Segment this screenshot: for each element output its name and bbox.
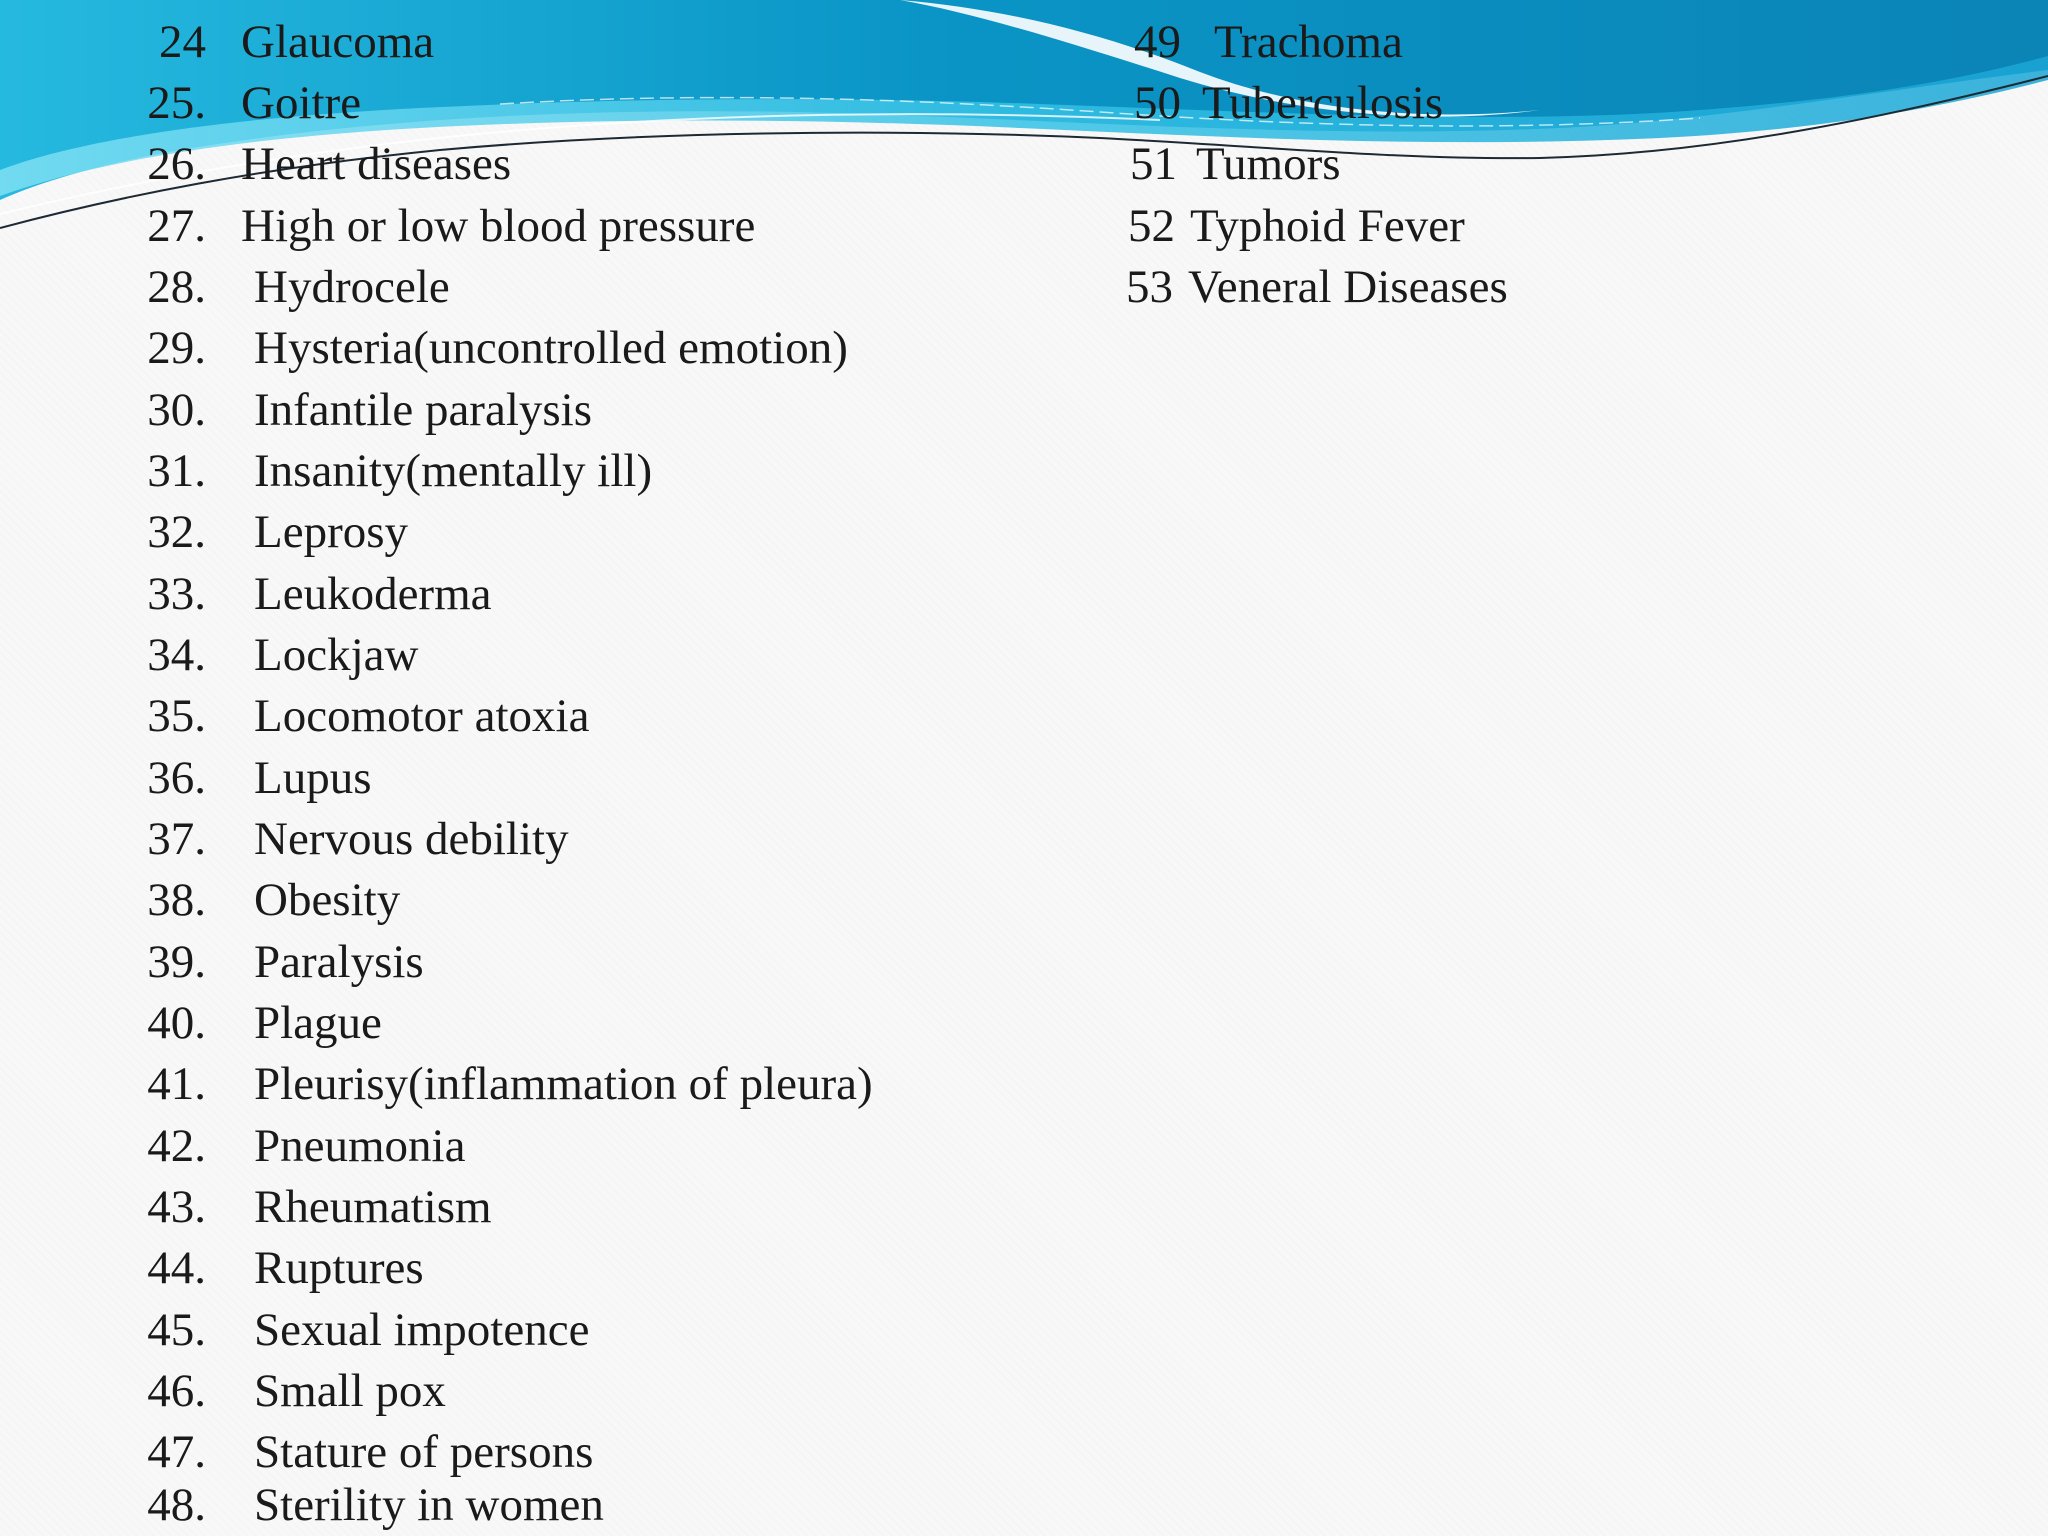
list-item-number: 43. <box>147 1181 206 1233</box>
list-item-number: 48. <box>147 1479 206 1531</box>
list-item-number: 53 <box>1126 261 1173 313</box>
list-item-label: Trachoma <box>1214 16 1403 68</box>
list-item-number: 35. <box>147 690 206 742</box>
list-item-number: 41. <box>147 1058 206 1110</box>
list-item-number: 32. <box>147 506 206 558</box>
list-item-number: 47. <box>147 1426 206 1478</box>
list-item-label: Goitre <box>241 77 362 129</box>
list-item-number: 28. <box>147 261 206 313</box>
list-item-number: 39. <box>147 936 206 988</box>
list-item-number: 40. <box>147 997 206 1049</box>
list-item-number: 30. <box>147 384 206 436</box>
list-item-label: Glaucoma <box>241 16 435 68</box>
list-item-label: Lockjaw <box>254 629 419 681</box>
list-item-label: Hydrocele <box>254 261 450 313</box>
disease-list-left <box>86 12 1086 1536</box>
list-item-label: Sexual impotence <box>254 1304 590 1356</box>
list-item-label: Infantile paralysis <box>254 384 593 436</box>
list-item-label: Veneral Diseases <box>1188 261 1508 313</box>
list-item-number: 34. <box>147 629 206 681</box>
list-item-number: 52 <box>1128 200 1175 252</box>
list-item-number: 24 <box>159 16 206 68</box>
list-item-label: Pneumonia <box>254 1120 466 1172</box>
list-item-label: Pleurisy(inflammation of pleura) <box>254 1058 873 1110</box>
list-item-number: 37. <box>147 813 206 865</box>
list-item-label: Obesity <box>254 874 401 926</box>
list-item-label: Locomotor atoxia <box>254 690 590 742</box>
list-item-label: Leprosy <box>254 506 409 558</box>
list-item-number: 45. <box>147 1304 206 1356</box>
list-item-number: 27. <box>147 200 206 252</box>
list-item-number: 49 <box>1134 16 1181 68</box>
list-item-label: Typhoid Fever <box>1190 200 1465 252</box>
list-item-label: Tumors <box>1196 138 1341 190</box>
list-item-label: Small pox <box>254 1365 446 1417</box>
list-item-label: Hysteria(uncontrolled emotion) <box>254 322 848 374</box>
list-item-number: 29. <box>147 322 206 374</box>
list-item-label: Lupus <box>254 752 372 804</box>
list-item-number: 36. <box>147 752 206 804</box>
list-item-number: 31. <box>147 445 206 497</box>
list-item-number: 44. <box>147 1242 206 1294</box>
list-item-number: 33. <box>147 568 206 620</box>
list-item-number: 51 <box>1130 138 1177 190</box>
list-item-number: 26. <box>147 138 206 190</box>
list-item-label: Sterility in women <box>254 1479 604 1531</box>
list-item-label: Insanity(mentally ill) <box>254 445 653 497</box>
list-item-label: Nervous debility <box>254 813 569 865</box>
list-item-label: Stature of persons <box>254 1426 594 1478</box>
list-item-label: Ruptures <box>254 1242 424 1294</box>
list-item-number: 25. <box>147 77 206 129</box>
list-item-label: Plague <box>254 997 382 1049</box>
list-item-label: High or low blood pressure <box>241 200 756 252</box>
list-item-label: Leukoderma <box>254 568 492 620</box>
list-item-label: Paralysis <box>254 936 424 988</box>
list-item-number: 46. <box>147 1365 206 1417</box>
disease-list-right <box>1124 12 1684 332</box>
list-item-number: 42. <box>147 1120 206 1172</box>
list-item-label: Rheumatism <box>254 1181 492 1233</box>
list-item-label: Heart diseases <box>241 138 512 190</box>
list-item-number: 50 <box>1134 77 1181 129</box>
list-item-number: 38. <box>147 874 206 926</box>
list-item-label: Tuberculosis <box>1202 77 1444 129</box>
